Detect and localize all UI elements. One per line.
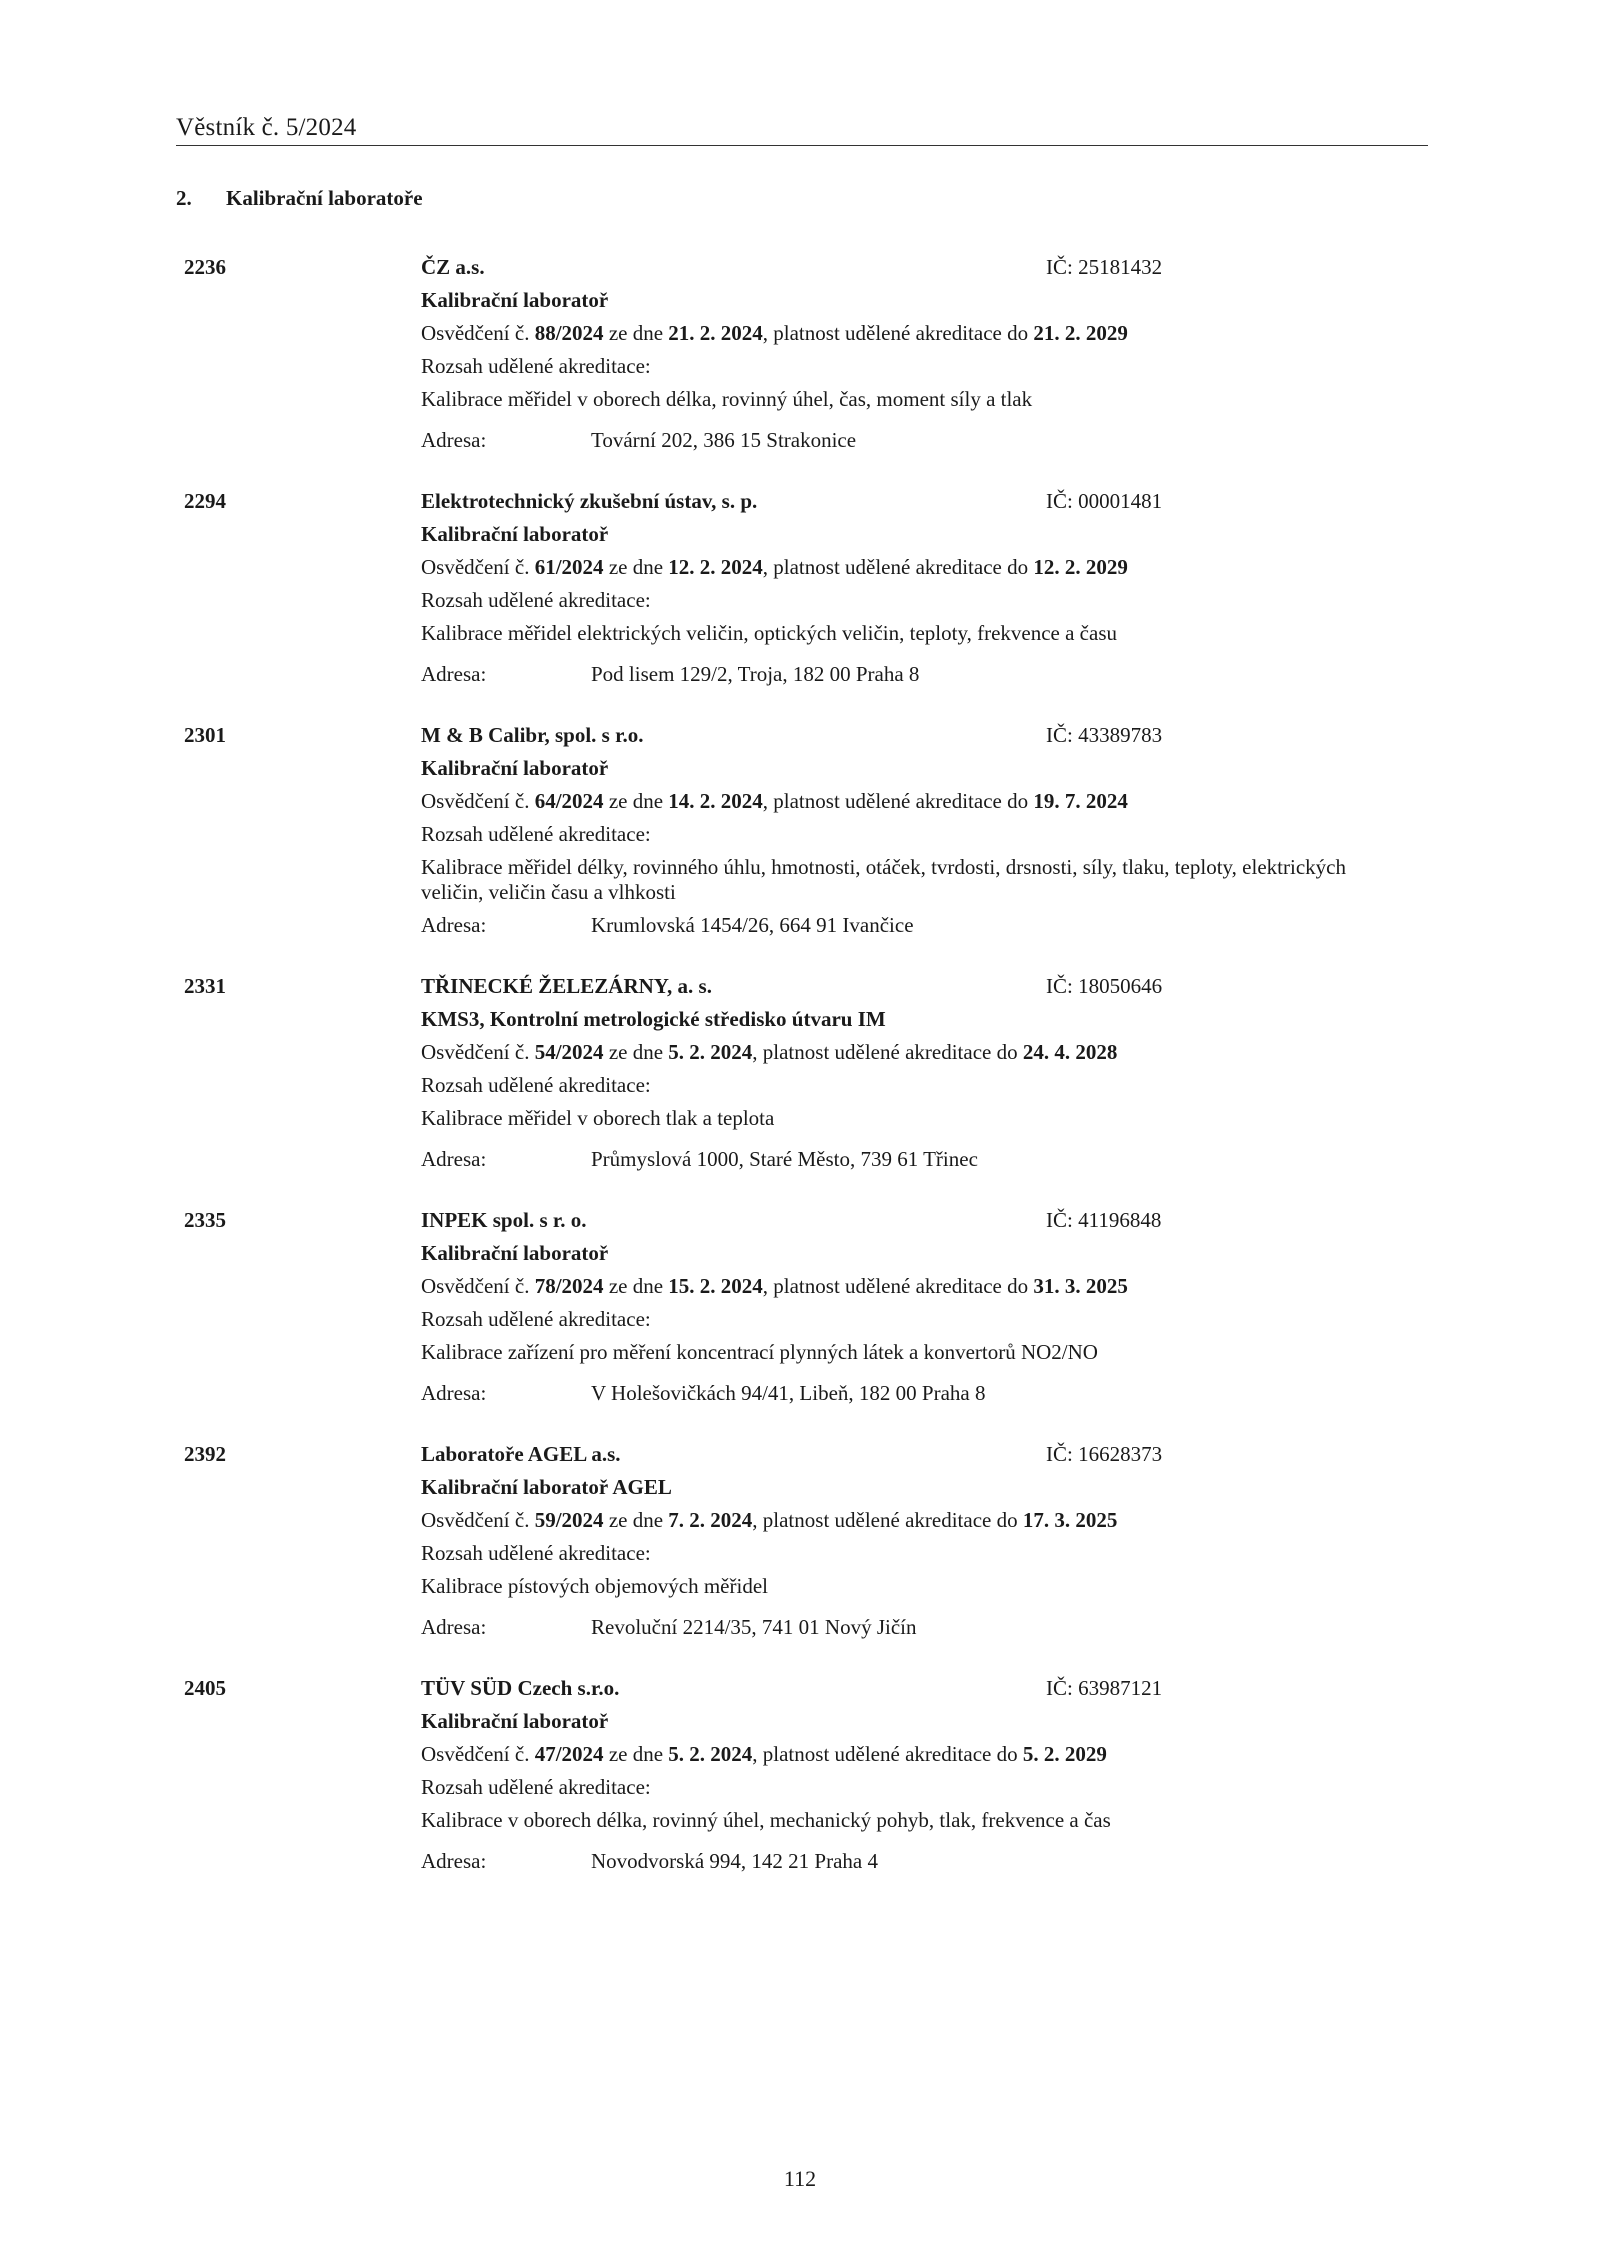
company-line	[421, 719, 1381, 752]
validity-label: , platnost udělené akreditace do	[762, 321, 1029, 345]
company-ic	[1046, 719, 1162, 752]
company-line	[421, 1672, 1381, 1705]
cert-label: Osvědčení č.	[421, 1742, 530, 1766]
address-line	[421, 424, 1381, 457]
ic-label: IČ:	[1046, 974, 1073, 998]
address-label: Adresa:	[421, 1849, 487, 1873]
company-name: M & B Calibr, spol. s r.o.	[421, 723, 644, 747]
scope-text: Kalibrace zařízení pro měření koncentrací plynných látek a konvertorů NO2/NO	[421, 1340, 1098, 1364]
entry-id: 2392	[184, 1442, 226, 1466]
address-line	[421, 1845, 1381, 1878]
entry-body	[421, 970, 1381, 1176]
scope-heading: Rozsah udělené akreditace:	[421, 1073, 651, 1097]
ic-value: 25181432	[1078, 255, 1163, 279]
section-title: Kalibrační laboratoře	[226, 186, 423, 210]
company-name: TŘINECKÉ ŽELEZÁRNY, a. s.	[421, 974, 712, 998]
valid-until-date: 5. 2. 2029	[1022, 1742, 1107, 1766]
certificate-line	[421, 785, 1381, 818]
valid-until-date: 17. 3. 2025	[1022, 1508, 1118, 1532]
ic-value: 18050646	[1078, 974, 1163, 998]
lab-name: Kalibrační laboratoř	[421, 1709, 609, 1733]
certificate-line	[421, 317, 1381, 350]
issue-date: 21. 2. 2024	[668, 321, 763, 345]
address-label: Adresa:	[421, 662, 487, 686]
address-line	[421, 1377, 1381, 1410]
registry-entry	[0, 251, 1600, 457]
certificate-line	[421, 1738, 1381, 1771]
validity-label: , platnost udělené akreditace do	[752, 1040, 1018, 1064]
company-ic	[1046, 1672, 1162, 1705]
address-label: Adresa:	[421, 913, 487, 937]
company-name: TÜV SÜD Czech s.r.o.	[421, 1676, 620, 1700]
scope-heading: Rozsah udělené akreditace:	[421, 822, 651, 846]
cert-label: Osvědčení č.	[421, 1508, 530, 1532]
cert-label: Osvědčení č.	[421, 1040, 530, 1064]
ic-label: IČ:	[1046, 1676, 1073, 1700]
ic-value: 16628373	[1078, 1442, 1163, 1466]
validity-label: , platnost udělené akreditace do	[762, 1274, 1029, 1298]
address-line	[421, 1611, 1381, 1644]
issue-date: 5. 2. 2024	[668, 1742, 753, 1766]
lab-name: KMS3, Kontrolní metrologické středisko útvaru IM	[421, 1007, 886, 1031]
date-label: ze dne	[608, 789, 664, 813]
cert-number: 64/2024	[534, 789, 604, 813]
entry-body	[421, 719, 1381, 942]
scope-text: Kalibrace měřidel v oborech tlak a teplota	[421, 1106, 775, 1130]
address-value: Průmyslová 1000, Staré Město, 739 61 Třinec	[591, 1147, 978, 1171]
header-rule	[176, 145, 1428, 146]
validity-label: , platnost udělené akreditace do	[752, 1508, 1018, 1532]
company-name: ČZ a.s.	[421, 255, 485, 279]
address-value: Krumlovská 1454/26, 664 91 Ivančice	[591, 913, 914, 937]
lab-name: Kalibrační laboratoř	[421, 756, 609, 780]
certificate-line	[421, 1504, 1381, 1537]
company-line	[421, 251, 1381, 284]
address-value: Tovární 202, 386 15 Strakonice	[591, 428, 857, 452]
scope-heading: Rozsah udělené akreditace:	[421, 588, 651, 612]
company-line	[421, 970, 1381, 1003]
address-value: Pod lisem 129/2, Troja, 182 00 Praha 8	[591, 662, 920, 686]
registry-entry	[0, 1204, 1600, 1410]
validity-label: , platnost udělené akreditace do	[752, 1742, 1018, 1766]
validity-label: , platnost udělené akreditace do	[762, 789, 1029, 813]
address-label: Adresa:	[421, 1381, 487, 1405]
cert-number: 88/2024	[534, 321, 604, 345]
ic-label: IČ:	[1046, 723, 1073, 747]
company-ic	[1046, 1204, 1161, 1237]
issue-date: 15. 2. 2024	[668, 1274, 763, 1298]
scope-heading: Rozsah udělené akreditace:	[421, 354, 651, 378]
entry-list	[0, 251, 1600, 1906]
ic-label: IČ:	[1046, 1442, 1073, 1466]
section-number: 2.	[176, 186, 192, 210]
entry-body	[421, 1438, 1381, 1644]
entry-body	[421, 251, 1381, 457]
company-line	[421, 1204, 1381, 1237]
date-label: ze dne	[608, 321, 664, 345]
address-label: Adresa:	[421, 1615, 487, 1639]
scope-heading: Rozsah udělené akreditace:	[421, 1541, 651, 1565]
company-name: INPEK spol. s r. o.	[421, 1208, 587, 1232]
scope-text: Kalibrace měřidel délky, rovinného úhlu, hmotnosti, otáček, tvrdosti, drsnosti, síly, tlaku, teploty, elektrických veličin, veličin času a vlhkosti	[421, 855, 1346, 904]
entry-id: 2331	[184, 974, 226, 998]
ic-label: IČ:	[1046, 1208, 1073, 1232]
valid-until-date: 12. 2. 2029	[1033, 555, 1128, 579]
company-name: Elektrotechnický zkušební ústav, s. p.	[421, 489, 758, 513]
company-ic	[1046, 485, 1162, 518]
cert-number: 59/2024	[534, 1508, 604, 1532]
address-label: Adresa:	[421, 428, 487, 452]
lab-name: Kalibrační laboratoř AGEL	[421, 1475, 672, 1499]
valid-until-date: 21. 2. 2029	[1033, 321, 1128, 345]
cert-label: Osvědčení č.	[421, 555, 530, 579]
registry-entry	[0, 970, 1600, 1176]
address-value: Novodvorská 994, 142 21 Praha 4	[591, 1849, 878, 1873]
company-line	[421, 1438, 1381, 1471]
ic-label: IČ:	[1046, 255, 1073, 279]
date-label: ze dne	[608, 1040, 664, 1064]
running-head: Věstník č. 5/2024	[176, 114, 357, 141]
valid-until-date: 24. 4. 2028	[1022, 1040, 1118, 1064]
cert-label: Osvědčení č.	[421, 789, 530, 813]
company-ic	[1046, 251, 1162, 284]
company-line	[421, 485, 1381, 518]
address-line	[421, 1143, 1381, 1176]
issue-date: 14. 2. 2024	[668, 789, 763, 813]
cert-number: 47/2024	[534, 1742, 604, 1766]
cert-label: Osvědčení č.	[421, 1274, 530, 1298]
issue-date: 12. 2. 2024	[668, 555, 763, 579]
registry-entry	[0, 1438, 1600, 1644]
lab-name: Kalibrační laboratoř	[421, 1241, 609, 1265]
valid-until-date: 19. 7. 2024	[1033, 789, 1128, 813]
cert-label: Osvědčení č.	[421, 321, 530, 345]
page-number: 112	[783, 2166, 817, 2191]
address-value: V Holešovičkách 94/41, Libeň, 182 00 Praha 8	[591, 1381, 986, 1405]
date-label: ze dne	[608, 1274, 664, 1298]
ic-value: 63987121	[1078, 1676, 1163, 1700]
company-ic	[1046, 1438, 1162, 1471]
certificate-line	[421, 551, 1381, 584]
certificate-line	[421, 1036, 1381, 1069]
date-label: ze dne	[608, 1508, 664, 1532]
valid-until-date: 31. 3. 2025	[1033, 1274, 1128, 1298]
company-name: Laboratoře AGEL a.s.	[421, 1442, 621, 1466]
entry-body	[421, 1204, 1381, 1410]
entry-id: 2301	[184, 723, 226, 747]
registry-entry	[0, 719, 1600, 942]
entry-id: 2294	[184, 489, 226, 513]
date-label: ze dne	[608, 1742, 664, 1766]
address-line	[421, 909, 1381, 942]
entry-id: 2405	[184, 1676, 226, 1700]
cert-number: 78/2024	[534, 1274, 604, 1298]
entry-body	[421, 1672, 1381, 1878]
cert-number: 54/2024	[534, 1040, 604, 1064]
ic-value: 41196848	[1078, 1208, 1162, 1232]
scope-text: Kalibrace v oborech délka, rovinný úhel, mechanický pohyb, tlak, frekvence a čas	[421, 1808, 1111, 1832]
date-label: ze dne	[608, 555, 664, 579]
scope-heading: Rozsah udělené akreditace:	[421, 1307, 651, 1331]
lab-name: Kalibrační laboratoř	[421, 522, 609, 546]
section-heading	[176, 186, 423, 211]
ic-label: IČ:	[1046, 489, 1073, 513]
ic-value: 43389783	[1078, 723, 1163, 747]
entry-body	[421, 485, 1381, 691]
scope-text: Kalibrace měřidel v oborech délka, rovinný úhel, čas, moment síly a tlak	[421, 387, 1033, 411]
validity-label: , platnost udělené akreditace do	[762, 555, 1029, 579]
entry-id: 2236	[184, 255, 226, 279]
scope-text: Kalibrace pístových objemových měřidel	[421, 1574, 768, 1598]
company-ic	[1046, 970, 1162, 1003]
scope-text: Kalibrace měřidel elektrických veličin, optických veličin, teploty, frekvence a času	[421, 621, 1117, 645]
certificate-line	[421, 1270, 1381, 1303]
registry-entry	[0, 1672, 1600, 1878]
lab-name: Kalibrační laboratoř	[421, 288, 609, 312]
entry-id: 2335	[184, 1208, 226, 1232]
address-value: Revoluční 2214/35, 741 01 Nový Jičín	[591, 1615, 917, 1639]
address-line	[421, 658, 1381, 691]
cert-number: 61/2024	[534, 555, 604, 579]
scope-heading: Rozsah udělené akreditace:	[421, 1775, 651, 1799]
issue-date: 5. 2. 2024	[668, 1040, 753, 1064]
ic-value: 00001481	[1078, 489, 1163, 513]
address-label: Adresa:	[421, 1147, 487, 1171]
registry-entry	[0, 485, 1600, 691]
issue-date: 7. 2. 2024	[668, 1508, 753, 1532]
